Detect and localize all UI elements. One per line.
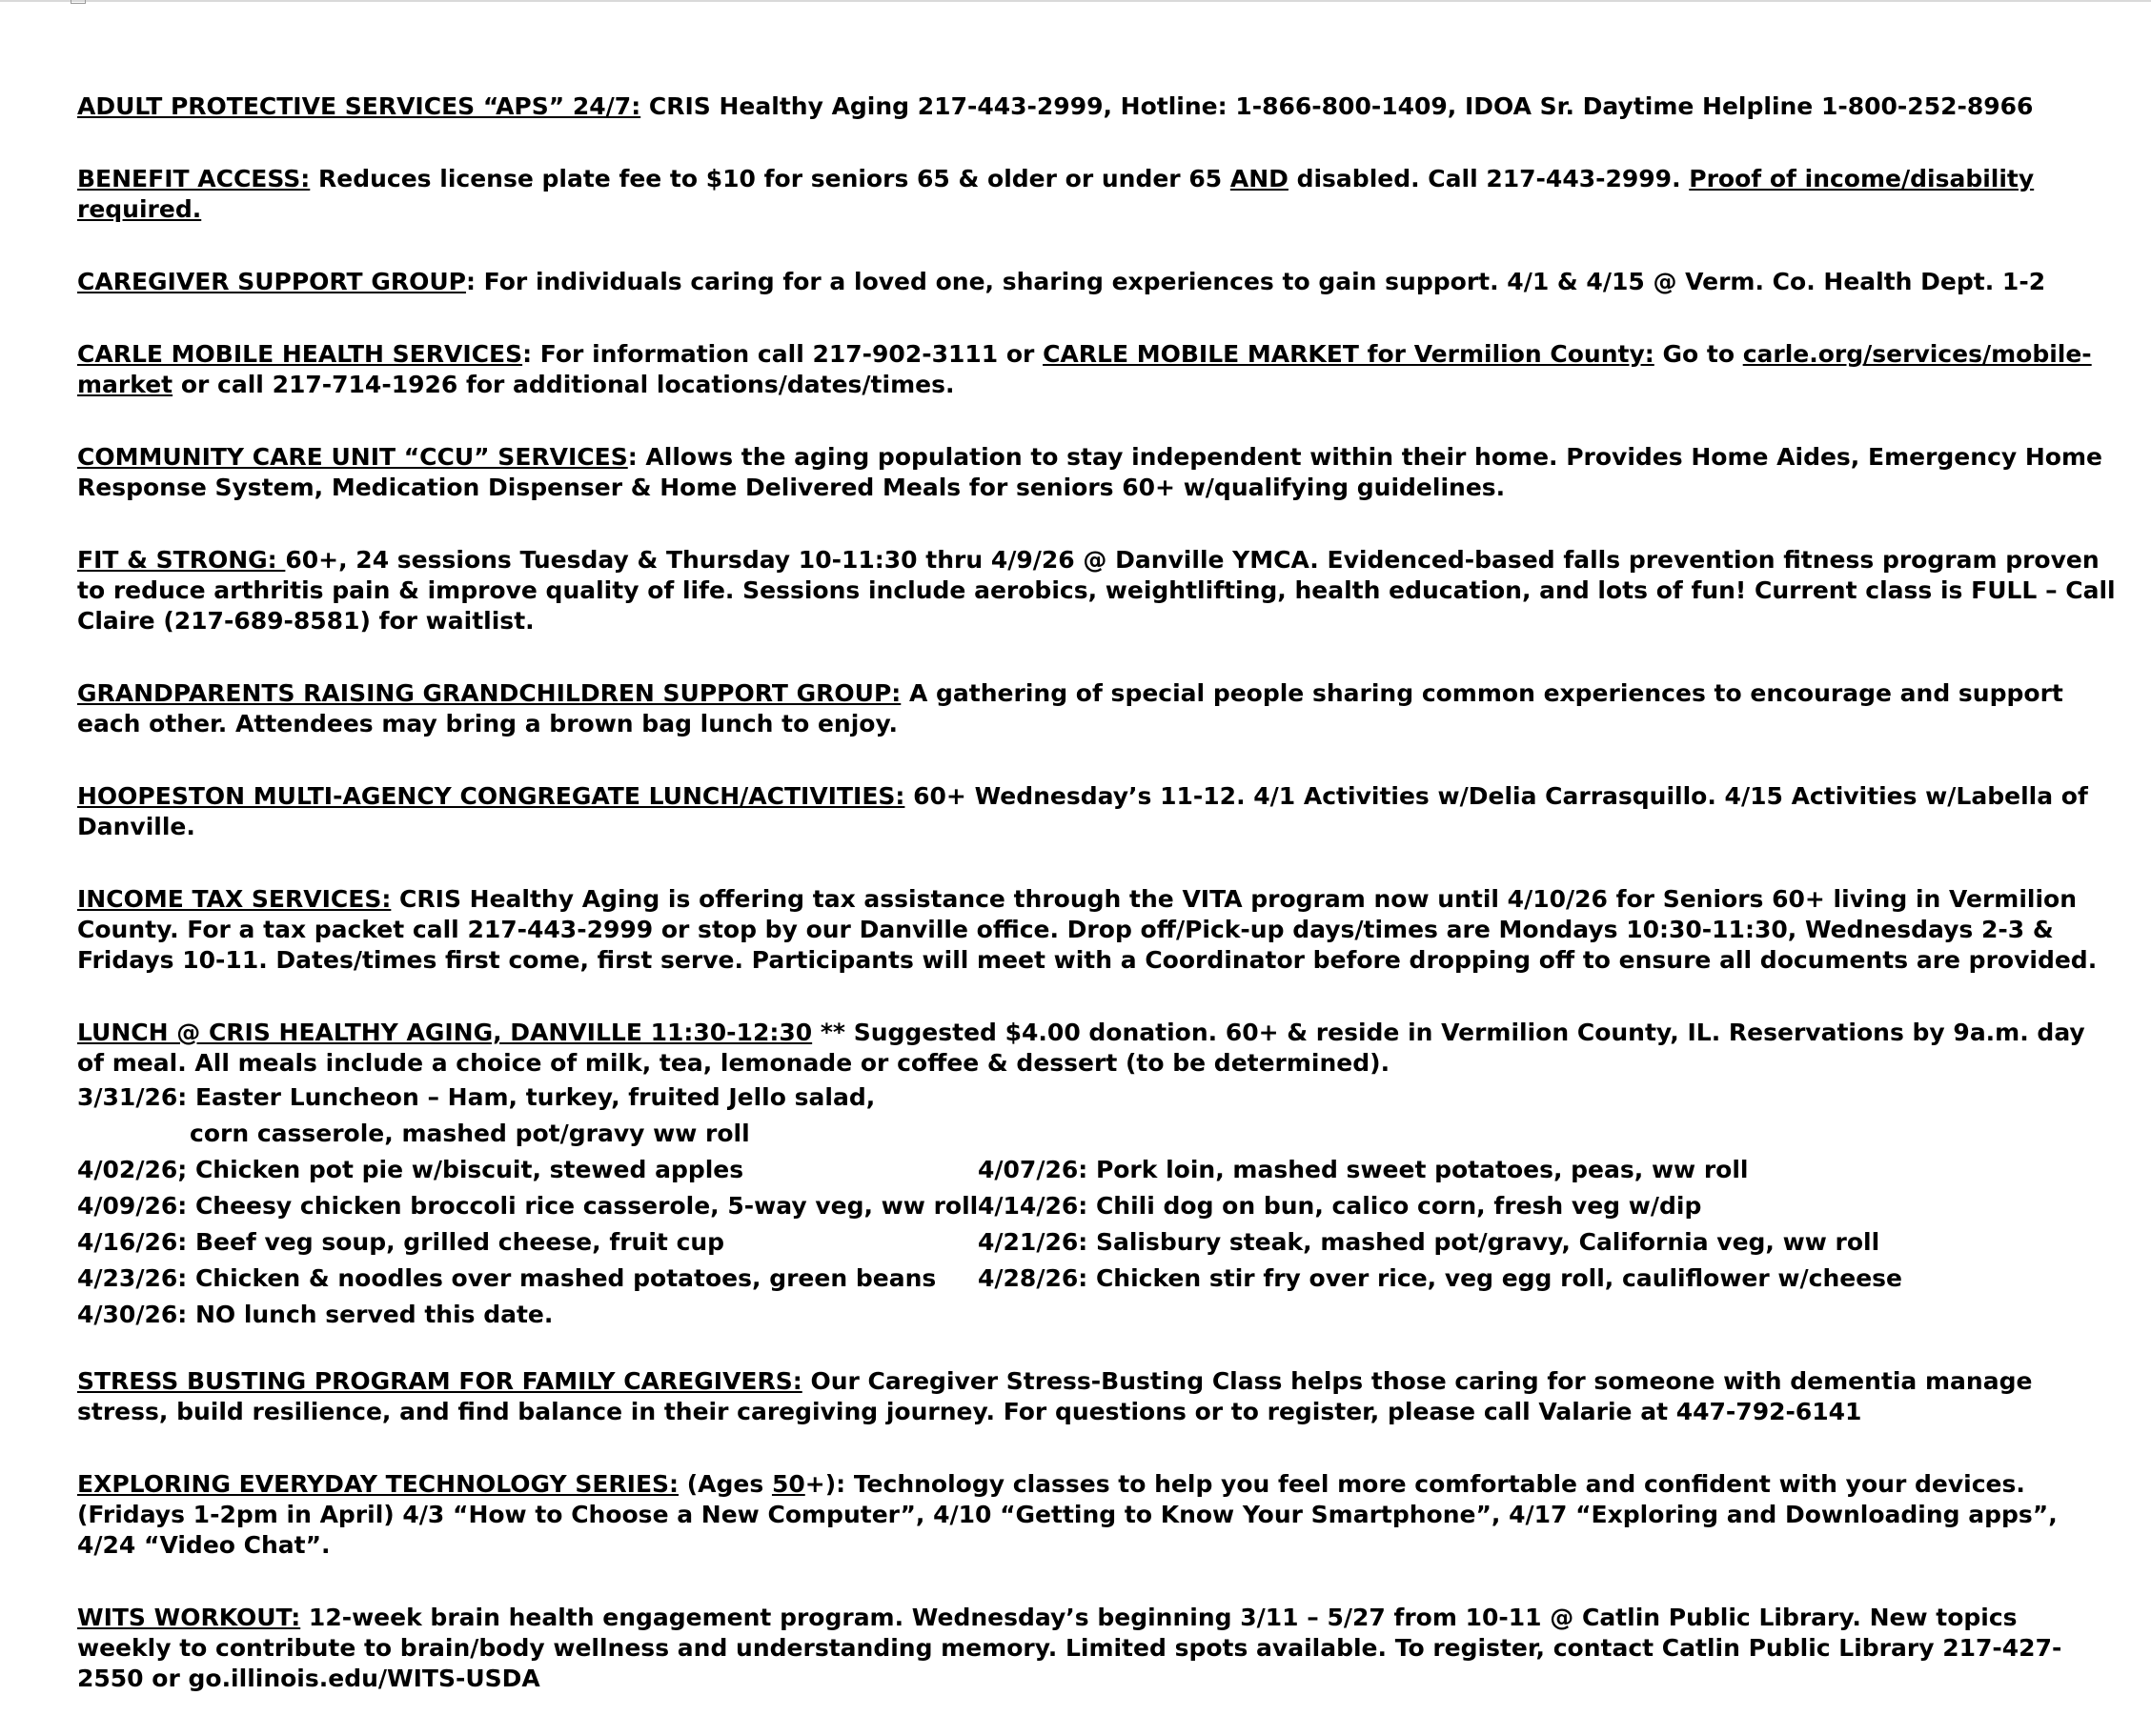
entry-tax: [77, 884, 2117, 976]
entry-benefit-text-1: Reduces license plate fee to $10 for seniors 65 & older or under 65: [310, 165, 1230, 192]
menu-row: [77, 1263, 2117, 1294]
menu-row: [77, 1191, 2117, 1221]
entry-fit: [77, 545, 2117, 636]
entry-hoopeston-text: 60+ Wednesday’s 11-12. 4/1 Activities w/Delia Carrasquillo. 4/15 Activities w/Labella of Danville.: [77, 782, 2088, 840]
entry-hoopeston-paragraph: [77, 781, 2117, 842]
menu-line: [77, 1119, 2117, 1149]
entry-fit-heading: FIT & STRONG:: [77, 546, 286, 574]
entry-tax-heading: INCOME TAX SERVICES:: [77, 885, 392, 913]
entry-tech-text-2: +): Technology classes to help you feel more comfortable and confident with your devices. (Fridays 1-2pm in April) 4/3 “How to Choose a New Computer”, 4/10 “Getting to Know Your Smartphone”, 4/17 “Exploring and Downloading apps”, 4/24 “Video Chat”.: [77, 1470, 2058, 1559]
entry-wits-text: 12-week brain health engagement program. Wednesday’s beginning 3/11 – 5/27 from 10-11 @ Catlin Public Library. New topics weekly to contribute to brain/body wellness and understanding memory. Limited spots available. To register, contact Catlin Public Library 217-427-2550 or go.illinois.edu/WITS-USDA: [77, 1604, 2062, 1692]
entry-aps: [77, 91, 2117, 122]
menu-line: [77, 1300, 2117, 1330]
entry-tax-paragraph: [77, 884, 2117, 976]
menu-line: [77, 1082, 2117, 1113]
menu-item-right: 4/28/26: Chicken stir fry over rice, veg egg roll, cauliflower w/cheese: [978, 1264, 1903, 1292]
menu-row: [77, 1227, 2117, 1258]
entry-tech: [77, 1469, 2117, 1561]
entry-wits-heading: WITS WORKOUT:: [77, 1604, 301, 1631]
entry-benefit-and: AND: [1229, 165, 1289, 192]
entry-stress: [77, 1366, 2117, 1427]
menu-item-right: 4/21/26: Salisbury steak, mashed pot/gravy, California veg, ww roll: [978, 1228, 1880, 1256]
entry-aps-heading: ADULT PROTECTIVE SERVICES “APS” 24/7:: [77, 92, 641, 120]
carle-mobile-market-link[interactable]: carle.org/services/mobile-market: [77, 340, 2092, 398]
entry-carle: [77, 339, 2117, 400]
entry-grandparents-heading: GRANDPARENTS RAISING GRANDCHILDREN SUPPORT GROUP:: [77, 679, 902, 707]
entry-carle-market: CARLE MOBILE MARKET for Vermilion County:: [1043, 340, 1654, 368]
menu-item-right: 4/14/26: Chili dog on bun, calico corn, fresh veg w/dip: [978, 1192, 1702, 1220]
menu-item: 3/31/26: Easter Luncheon – Ham, turkey, fruited Jello salad,: [77, 1083, 876, 1111]
entry-grandparents: [77, 678, 2117, 739]
entry-stress-paragraph: [77, 1366, 2117, 1427]
menu-item-left: 4/23/26: Chicken & noodles over mashed potatoes, green beans: [77, 1264, 937, 1292]
corner-crop-mark: [71, 0, 86, 4]
entry-caregiver-paragraph: [77, 267, 2117, 297]
menu-item-left: 4/16/26: Beef veg soup, grilled cheese, fruit cup: [77, 1228, 725, 1256]
entry-tech-heading: EXPLORING EVERYDAY TECHNOLOGY SERIES:: [77, 1470, 680, 1498]
entry-carle-paragraph: [77, 339, 2117, 400]
entry-ccu-paragraph: [77, 442, 2117, 503]
entry-ccu: [77, 442, 2117, 503]
entry-carle-heading: CARLE MOBILE HEALTH SERVICES: [77, 340, 523, 368]
entry-caregiver-text: : For individuals caring for a loved one, sharing experiences to gain support. 4/1 & 4/15 @ Verm. Co. Health Dept. 1-2: [465, 268, 2046, 295]
entry-fit-paragraph: [77, 545, 2117, 636]
entry-ccu-text: : Allows the aging population to stay independent within their home. Provides Home Aides, Emergency Home Response System, Medication Dispenser & Home Delivered Meals for seniors 60+ w/qualifying guidelines.: [77, 443, 2102, 501]
menu-row: [77, 1155, 2117, 1185]
entry-hoopeston-heading: HOOPESTON MULTI-AGENCY CONGREGATE LUNCH/ACTIVITIES:: [77, 782, 905, 810]
entry-carle-text-3: or call 217-714-1926 for additional locations/dates/times.: [172, 371, 955, 398]
entry-carle-text-2: Go to: [1654, 340, 1743, 368]
entry-lunch-text: ** Suggested $4.00 donation. 60+ & reside in Vermilion County, IL. Reservations by 9a.m. day of meal. All meals include a choice of milk, tea, lemonade or coffee & dessert (to be determined).: [77, 1019, 2085, 1077]
entry-lunch-paragraph: [77, 1018, 2117, 1079]
menu-item-left: 4/09/26: Cheesy chicken broccoli rice casserole, 5-way veg, ww roll: [77, 1192, 979, 1220]
entry-tech-age: 50: [771, 1470, 805, 1498]
entry-grandparents-text: A gathering of special people sharing common experiences to encourage and support each other. Attendees may bring a brown bag lunch to enjoy.: [77, 679, 2063, 737]
entry-caregiver-heading: CAREGIVER SUPPORT GROUP: [77, 268, 466, 295]
entry-lunch-heading: LUNCH @ CRIS HEALTHY AGING, DANVILLE 11:30-12:30: [77, 1019, 813, 1046]
menu-item: 4/30/26: NO lunch served this date.: [77, 1301, 554, 1328]
entry-benefit-paragraph: [77, 164, 2117, 225]
entry-tech-paragraph: [77, 1469, 2117, 1561]
entry-grandparents-paragraph: [77, 678, 2117, 739]
entry-benefit-proof: Proof of income/disability required.: [77, 165, 2035, 223]
entry-ccu-heading: COMMUNITY CARE UNIT “CCU” SERVICES: [77, 443, 628, 471]
entry-benefit: [77, 164, 2117, 225]
document-body: [77, 91, 2117, 1736]
entry-fit-text: 60+, 24 sessions Tuesday & Thursday 10-11:30 thru 4/9/26 @ Danville YMCA. Evidenced-based falls prevention fitness program proven to reduce arthritis pain & improve quality of life. Sessions include aerobics, weightlifting, health education, and lots of fun! Current class is FULL – Call Claire (217-689-8581) for waitlist.: [77, 546, 2116, 635]
entry-wits: [77, 1603, 2117, 1694]
menu-item-right: 4/07/26: Pork loin, mashed sweet potatoes, peas, ww roll: [978, 1156, 1749, 1183]
entry-aps-paragraph: [77, 91, 2117, 122]
menu-item-continued: corn casserole, mashed pot/gravy ww roll: [190, 1120, 750, 1147]
entry-tax-text: CRIS Healthy Aging is offering tax assistance through the VITA program now until 4/10/26 for Seniors 60+ living in Vermilion County. For a tax packet call 217-443-2999 or stop by our Danville office. Drop off/Pick-up days/times are Mondays 10:30-11:30, Wednesdays 2-3 & Fridays 10-11. Dates/times first come, first serve. Participants will meet with a Coordinator before dropping off to ensure all documents are provided.: [77, 885, 2098, 974]
entry-benefit-text-2: disabled. Call 217-443-2999.: [1288, 165, 1690, 192]
entry-carle-text-1: : For information call 217-902-3111 or: [522, 340, 1044, 368]
entry-lunch: [77, 1018, 2117, 1079]
entry-tech-text-1: (Ages: [679, 1470, 772, 1498]
page-top-border: [0, 0, 2151, 2]
menu-item-left: 4/02/26; Chicken pot pie w/biscuit, stewed apples: [77, 1156, 744, 1183]
entry-stress-heading: STRESS BUSTING PROGRAM FOR FAMILY CAREGIVERS:: [77, 1367, 802, 1395]
entry-hoopeston: [77, 781, 2117, 842]
entry-benefit-heading: BENEFIT ACCESS:: [77, 165, 311, 192]
lunch-menu: [77, 1082, 2117, 1330]
entry-caregiver: [77, 267, 2117, 297]
entry-aps-text: CRIS Healthy Aging 217-443-2999, Hotline: 1-866-800-1409, IDOA Sr. Daytime Helpline 1-800-252-8966: [640, 92, 2034, 120]
entry-stress-text: Our Caregiver Stress-Busting Class helps those caring for someone with dementia manage stress, build resilience, and find balance in their caregiving journey. For questions or to register, please call Valarie at 447-792-6141: [77, 1367, 2033, 1425]
entry-wits-paragraph: [77, 1603, 2117, 1694]
